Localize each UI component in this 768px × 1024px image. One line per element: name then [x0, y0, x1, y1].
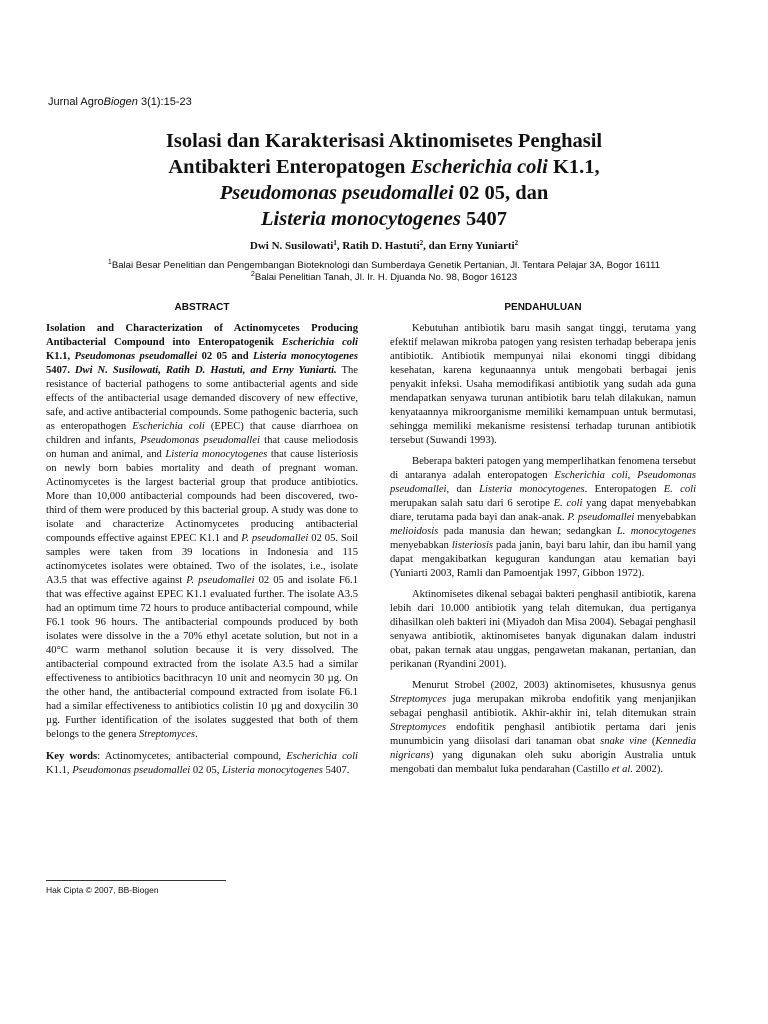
intro-paragraph-2: Beberapa bakteri patogen yang memperlihatkan fenomena tersebut di antaranya adalah enteropatogen Escherichia coli, Pseudomonas pseudomallei, dan Listeria monocytogenes. Enteropatogen E. coli merupakan salah satu dari 6 serotipe E. coli yang dapat menyebabkan diare, terutama pada bayi dan anak-anak. P. pseudomallei menyebabkan melioidosis pada manusia dan hewan; sedangkan L. monocytogenes menyebabkan listeriosis pada janin, bayi baru lahir, dan ibu hamil yang dapat mengakibatkan keguguran kandungan atau kematian bayi (Yuniarti 2003, Ramli dan Pamoentjak 1997, Gibbon 1972).	[390, 456, 697, 579]
journal-citation	[48, 96, 192, 108]
intro-heading: PENDAHULUAN	[504, 302, 582, 313]
author-list: Dwi N. Susilowati$^1$, Ratih D. Hastuti$^2$, dan Erny Yuniarti$^2$	[249, 239, 519, 252]
affiliations	[0, 260, 768, 283]
intro-paragraph-3: Aktinomisetes dikenal sebagai bakteri penghasil antibiotik, karena lebih dari 10.000 antibiotik yang telah ditemukan, dua pertiganya dihasilkan oleh bakteri ini (Miyadoh dan Misa 2004). Sebagai penghasil senyawa antibiotik, aktinomisetes banyak digunakan dalam industri obat, pakan ternak atau unggas, pengawetan makanan, pertanian, dan perikanan (Ryandini 2001).	[390, 589, 696, 670]
abstract-body: Isolation and Characterization of Actinomycetes Producing Antibacterial Compound into Enteropatogenik Escherichia coli K1.1, Pseudomonas pseudomallei 02 05 and Listeria monocytogenes 5407. Dwi N. Susilowati, Ratih D. Hastuti, and Erny Yuniarti. The resistance of bacterial pathogens to some antibacterial agents and side effects of the antibacterial usage demanded discovery of new effective, safe, and active antibacterial compounds. Some pathogenic bacteria, such as enteropathogen Escherichia coli (EPEC) that cause diarrhoea on children and infants, Pseudomonas pseudomallei that cause meliodosis on human and animal, and Listeria monocytogenes that cause listeriosis on newly born babies mortality and death of pregnant woman. Actinomycetes is the largest bacterial group that produce antibiotics. More than 10,000 antibacterial compounds had been discovered, two-third of them were produced by this bacterial group. A study was done to isolate and characterize Actinomycetes producing antibacterial compounds effective against EPEC K1.1 and P. pseudomallei 02 05. Soil samples were taken from 39 locations in Indonesia and 115 actinomycetes isolates were obtained. Two of the isolates, i.e., isolate A3.5 that was effective against P. pseudomallei 02 05 and isolate F6.1 that was effective against EPEC K1.1 evaluated further. The isolate A3.5 had an optimum time 72 hours to produce antibacterial compound, while F6.1 took 96 hours. The antibacterial compounds produced by both isolates were dissolve in the a 70% ethyl acetate solution, but not in a 40°C warm methanol solution because it is very dissolved. The antibacterial compound extracted from the isolate A3.5 had a similar effectiveness to antibiotics bacithracyn 10 unit and neomycin 30 µg. On the other hand, the antibacterial compound extracted from isolate F6.1 had a similar effectiveness to antibiotics colistin 10 µg and doxycilin 30 µg. Further identification of the isolates suggested that both of them belongs to the genera Streptomyces.	[46, 323, 359, 740]
intro-paragraph-1: Kebutuhan antibiotik baru masih sangat tinggi, terutama yang efektif melawan mikroba patogen yang resisten terhadap beberapa jenis antibiotik. Antibiotik mempunyai nilai ekonomi tinggi dibidang kesehatan, karena kegunaannya untuk mengobati berbagai jenis penyakit infeksi. Usaha memodifikasi antibiotik yang sudah ada guna mendapatkan senyawa turunan antibiotik baru telah dilakukan, namun kenyataannya mikroorganisme memiliki kemampuan untuk bermutasi, sehingga memiliki mekanisme resistensi terhadap turunan antibiotik tersebut (Suwandi 1993).	[390, 323, 696, 446]
copyright-notice: Hak Cipta © 2007, BB-Biogen	[46, 885, 159, 895]
affiliation-1: $^1$Balai Besar Penelitian dan Pengembangan Bioteknologi dan Sumberdaya Genetik Pertanian, Jl. Tentara Pelajar 3A, Bogor 16111	[107, 259, 661, 271]
affiliation-2: $^2$Balai Penelitian Tanah, Jl. Ir. H. Djuanda No. 98, Bogor 16123	[250, 270, 518, 283]
journal-prefix: Jurnal Agro	[48, 96, 104, 108]
title-line-4: Listeria monocytogenes 5407	[261, 208, 507, 230]
title-line-1: Isolasi dan Karakterisasi Aktinomisetes Penghasil	[165, 130, 603, 152]
journal-name: Biogen	[103, 96, 138, 108]
title-line-2: Antibakteri Enteropatogen Escherichia coli K1.1,	[168, 156, 600, 178]
abstract-heading: ABSTRACT	[174, 302, 230, 313]
abstract-column	[46, 322, 358, 778]
journal-issue: 3(1):15-23	[137, 96, 192, 108]
intro-column	[390, 322, 696, 784]
title-line-3: Pseudomonas pseudomallei 02 05, dan	[219, 182, 549, 204]
paper-title	[40, 128, 728, 232]
footnote-rule	[46, 880, 226, 881]
keywords: Key words: Actinomycetes, antibacterial compound, Escherichia coli K1.1, Pseudomonas pseudomallei 02 05, Listeria monocytogenes 5407.	[46, 751, 358, 776]
intro-paragraph-4: Menurut Strobel (2002, 2003) aktinomisetes, khususnya genus Streptomyces juga merupakan mikroba endofitik yang menjanjikan sebagai penghasil antibiotik. Akhir-akhir ini, telah ditemukan strain Streptomyces endofitik penghasil antibiotik pertama dari jenis munumbicin yang diisolasi dari tanaman obat snake vine (Kennedia nigricans) yang digunakan oleh suku aborigin Australia untuk mengobati dan membalut luka pendarahan (Castillo et al. 2002).	[390, 680, 696, 775]
